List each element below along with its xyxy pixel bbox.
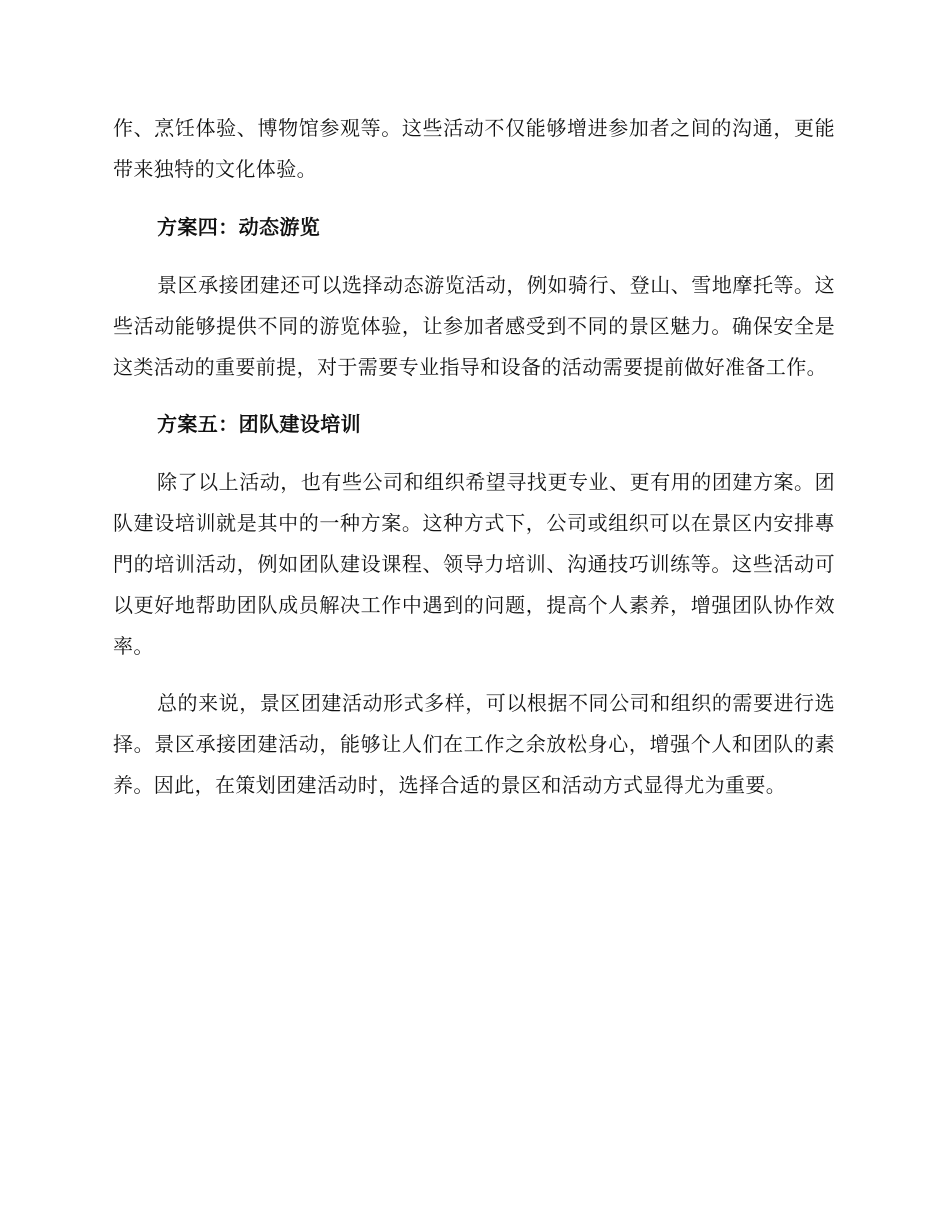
paragraph-team-training: 除了以上活动，也有些公司和组织希望寻找更专业、更有用的团建方案。团队建设培训就是其中的一种方案。这种方式下，公司或组织可以在景区内安排專門的培训活动，例如团队建设课程、领导力培训、沟通技巧训练等。这些活动可以更好地帮助团队成员解决工作中遇到的问题，提高个人素养，增强团队协作效率。 xyxy=(113,470,835,658)
paragraph-continued: 作、烹饪体验、博物馆参观等。这些活动不仅能够增进参加者之间的沟通，更能带来独特的文化体验。 xyxy=(113,116,835,181)
document-body xyxy=(113,108,835,806)
section-heading-plan-five: 方案五：团队建设培训 xyxy=(157,412,361,436)
section-heading-plan-four: 方案四：动态游览 xyxy=(157,215,321,239)
paragraph-conclusion: 总的来说，景区团建活动形式多样，可以根据不同公司和组织的需要进行选择。景区承接团建活动，能够让人们在工作之余放松身心，增强个人和团队的素养。因此，在策划团建活动时，选择合适的景区和活动方式显得尤为重要。 xyxy=(113,691,835,797)
paragraph-dynamic-tour: 景区承接团建还可以选择动态游览活动，例如骑行、登山、雪地摩托等。这些活动能够提供不同的游览体验，让参加者感受到不同的景区魅力。确保安全是这类活动的重要前提，对于需要专业指导和设备的活动需要提前做好准备工作。 xyxy=(113,273,835,379)
